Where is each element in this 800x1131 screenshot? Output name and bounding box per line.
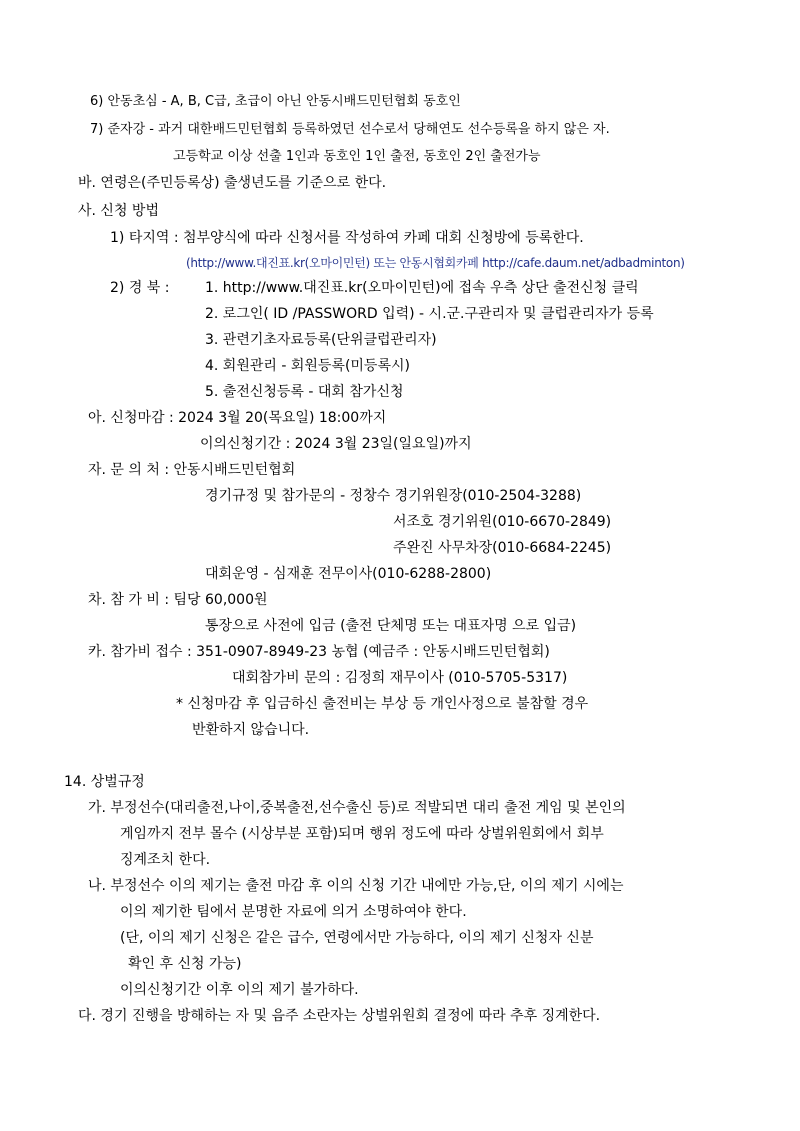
application-step-5: 5. 출전신청등록 - 대회 참가신청 xyxy=(205,384,404,400)
penalty-ga-3: 징계조치 한다. xyxy=(120,852,211,868)
application-step-3: 3. 관련기초자료등록(단위클럽관리자) xyxy=(205,332,437,348)
inquiry: 자. 문 의 처 : 안동시배드민턴협회 xyxy=(88,462,296,478)
penalty-na-5: 이의신청기간 이후 이의 제기 불가하다. xyxy=(120,982,359,998)
objection-period: 이의신청기간 : 2024 3월 23일(일요일)까지 xyxy=(200,436,472,452)
penalty-na-2: 이의 제기한 팀에서 분명한 자료에 의거 소명하여야 한다. xyxy=(120,904,467,920)
application-step-2: 2. 로그인( ID /PASSWORD 입력) - 시.군.구관리자 및 클럽관리자가 등록 xyxy=(205,306,654,322)
penalty-ga-2: 게임까지 전부 몰수 (시상부분 포함)되며 행위 정도에 따라 상벌위원회에서 회부 xyxy=(120,826,604,842)
refund-notice-2: 반환하지 않습니다. xyxy=(192,722,310,738)
entry-fee: 차. 참 가 비 : 팀당 60,000원 xyxy=(88,592,268,608)
inquiry-contact-4: 대회운영 - 심재훈 전무이사(010-6288-2800) xyxy=(205,566,492,582)
fee-receipt: 카. 참가비 접수 : 351-0907-8949-23 농협 (예금주 : 안동시배드민턴협회) xyxy=(88,644,550,660)
deadline: 아. 신청마감 : 2024 3월 20(목요일) 18:00까지 xyxy=(88,410,387,426)
application-links: (http://www.대진표.kr(오마이민턴) 또는 안동시협회카페 http://cafe.daum.net/adbadminton) xyxy=(186,256,685,270)
inquiry-contact-1: 경기규정 및 참가문의 - 정창수 경기위원장(010-2504-3288) xyxy=(205,488,582,504)
entry-fee-note: 통장으로 사전에 입금 (출전 단체명 또는 대표자명 으로 입금) xyxy=(205,618,577,634)
eligibility-item-6: 6) 안동초심 - A, B, C급, 초급이 아닌 안동시배드민턴협회 동호인 xyxy=(90,94,461,109)
penalty-na-1: 나. 부정선수 이의 제기는 출전 마감 후 이의 신청 기간 내에만 가능,단, 이의 제기 시에는 xyxy=(88,878,624,894)
application-step-4: 4. 회원관리 - 회원등록(미등록시) xyxy=(205,358,410,374)
inquiry-contact-3: 주완진 사무차장(010-6684-2245) xyxy=(393,540,612,556)
penalty-na-3: (단, 이의 제기 신청은 같은 급수, 연령에서만 가능하다, 이의 제기 신청자 신분 xyxy=(120,930,594,946)
penalty-heading: 14. 상벌규정 xyxy=(64,774,145,790)
fee-inquiry: 대회참가비 문의 : 김정희 재무이사 (010-5705-5317) xyxy=(232,670,568,686)
eligibility-item-7: 7) 준자강 - 과거 대한배드민턴협회 등록하였던 선수로서 당해연도 선수등록을 하지 않은 자. xyxy=(90,122,610,137)
application-heading: 사. 신청 방법 xyxy=(78,203,159,219)
refund-notice-1: * 신청마감 후 입금하신 출전비는 부상 등 개인사정으로 불참할 경우 xyxy=(176,696,589,712)
application-other-region: 1) 타지역 : 첨부양식에 따라 신청서를 작성하여 카페 대회 신청방에 등록한다. xyxy=(110,230,584,246)
penalty-ga-1: 가. 부정선수(대리출전,나이,중복출전,선수출신 등)로 적발되면 대리 출전 게임 및 본인의 xyxy=(88,800,626,816)
age-rule: 바. 연령은(주민등록상) 출생년도를 기준으로 한다. xyxy=(78,175,387,191)
eligibility-item-7-note: 고등학교 이상 선출 1인과 동호인 1인 출전, 동호인 2인 출전가능 xyxy=(173,149,541,164)
application-step-1: 1. http://www.대진표.kr(오마이민턴)에 접속 우측 상단 출전신청 클릭 xyxy=(205,280,639,296)
penalty-na-4: 확인 후 신청 가능) xyxy=(128,956,242,972)
penalty-da: 다. 경기 진행을 방해하는 자 및 음주 소란자는 상벌위원회 결정에 따라 추후 징계한다. xyxy=(78,1008,601,1024)
inquiry-contact-2: 서조호 경기위원(010-6670-2849) xyxy=(393,514,612,530)
application-gyeongbuk-label: 2) 경 북 : xyxy=(110,280,170,296)
